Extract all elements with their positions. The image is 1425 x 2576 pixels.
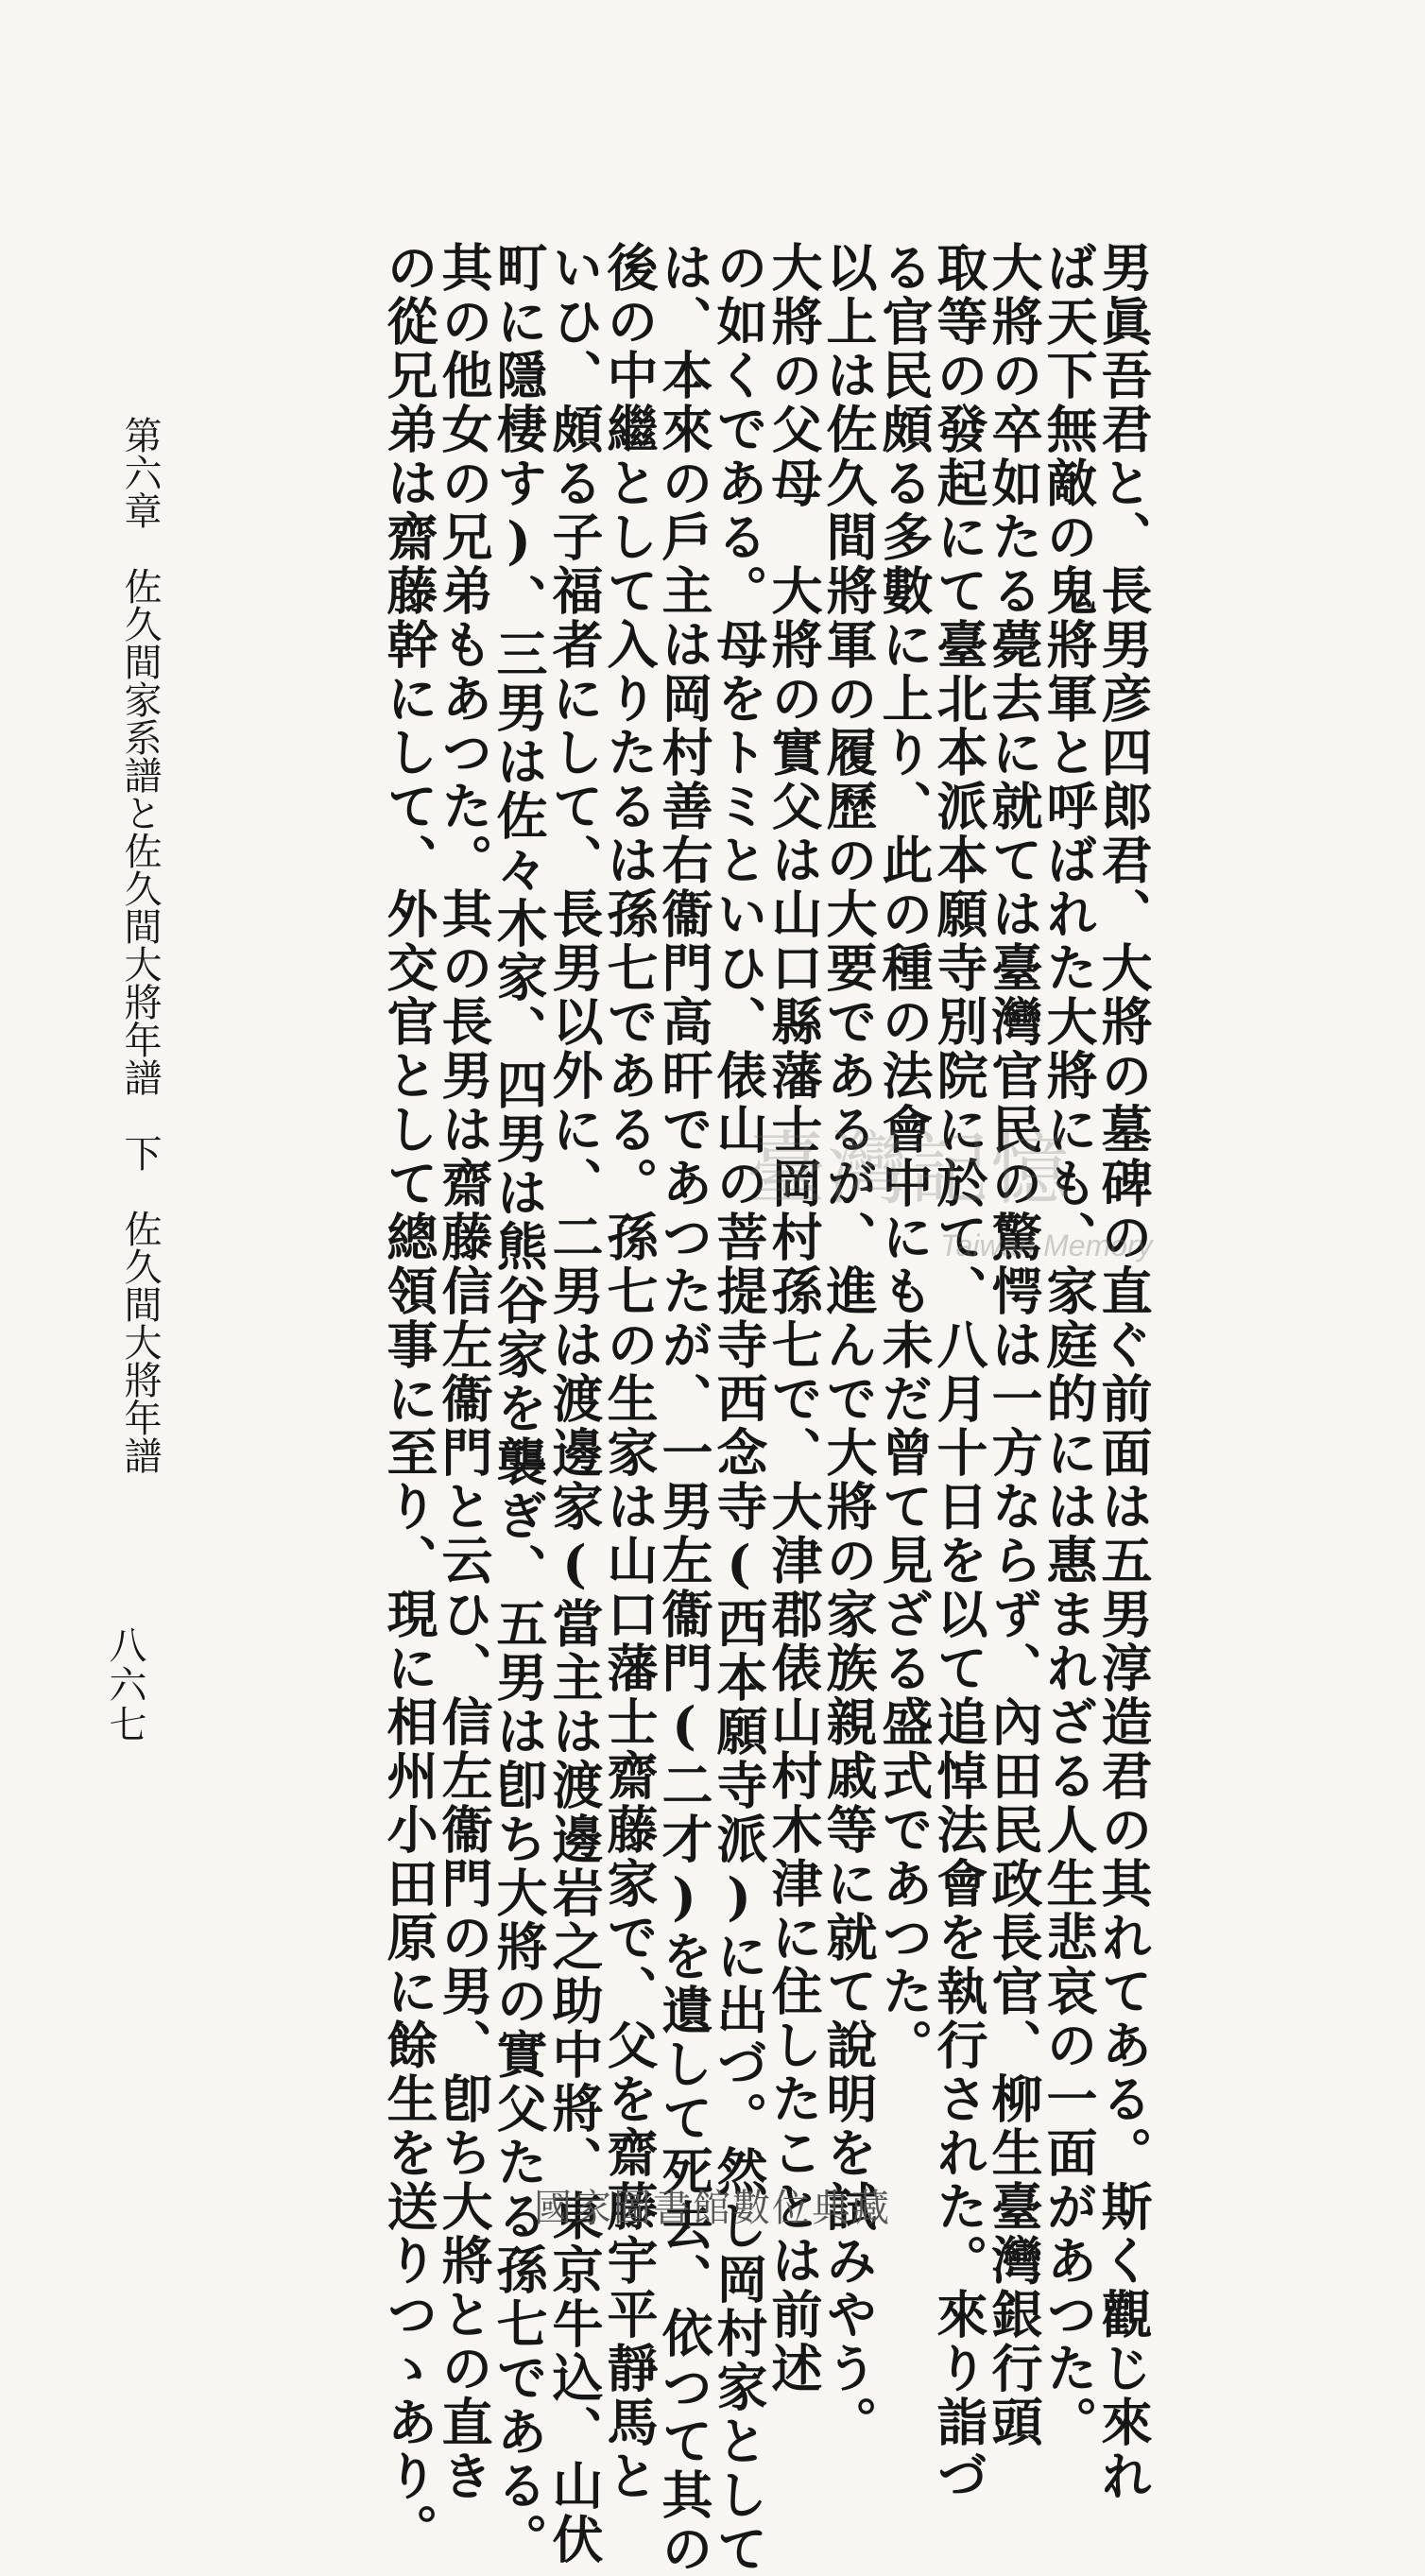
text-column-1: 男眞吾君と、長男彦四郎君、大將の墓碑の直ぐ前面は五男淳造君の其れてある。斯く觀じ來れ — [1093, 241, 1154, 2503]
page-number: 八六七 — [103, 1625, 146, 1744]
text-column-12: 町に隱棲す)、三男は佐々木家、四男は熊谷家を襲ぎ、五男は卽ち大將の實父たる孫七である。 — [489, 241, 549, 2567]
text-column-6: 以上は佐久間將軍の履歷の大要であるが、進んで大將の家族親戚等に就て說明を試みやう。 — [818, 241, 879, 2449]
watermark-subtitle: Taiwan Memory — [940, 1228, 1153, 1262]
text-column-9: は、本來の戶主は岡村善右衞門高旰であつたが、一男左衞門(二才)を遺して死去、依つて其の — [654, 241, 714, 2576]
text-column-5: る官民頗る多數に上り、此の種の法會中にも未だ曾て見ざる盛式であつた。 — [874, 241, 935, 2072]
watermark-logo: 臺灣記憶 — [747, 1123, 1073, 1215]
text-column-3: 大將の卒如たる薨去に就ては臺灣官民の驚愕は一方ならず、內田民政長官、柳生臺灣銀行頭 — [984, 241, 1044, 2449]
text-column-7: 大將の父母 大將の實父は山口縣藩士岡村孫七で、大津郡俵山村木津に住したことは前述 — [764, 241, 824, 2396]
text-column-10: 後の中繼として入りたるは孫七である。孫七の生家は山口藩士齋藤家で、父を齋藤宇平靜馬と — [599, 241, 660, 2503]
text-column-8: の如くである。母をトミといひ、俵山の菩提寺西念寺(西本願寺派)に出づ。然し岡村家として — [709, 241, 769, 2576]
footer-credit: 國家圖書館數位典藏 — [534, 2187, 891, 2230]
text-column-11: いひ、頗る子福者にして、長男以外に、二男は渡邊家(當主は渡邊岩之助中將、東京牛込、山伏 — [544, 241, 605, 2567]
text-column-13: 其の他女の兄弟もあつた。其の長男は齋藤信左衞門と云ひ、信左衞門の男、卽ち大將との直き — [434, 241, 494, 2503]
text-column-14: の從兄弟は齋藤幹にして、外交官として總領事に至り、現に相州小田原に餘生を送りつゝあり。 — [379, 241, 439, 2557]
text-column-2: ば天下無敵の鬼將軍と呼ばれた大將にも、家庭的には惠まれざる人生悲哀の一面があつた。 — [1039, 241, 1099, 2449]
running-header: 第六章 佐久間家系譜と佐久間大將年譜 下 佐久間大將年譜 — [118, 416, 162, 1474]
text-column-4: 取等の發起にて臺北本派本願寺別院に於て、八月十日を以て追悼法會を執行された。來り詣づ — [929, 241, 989, 2503]
